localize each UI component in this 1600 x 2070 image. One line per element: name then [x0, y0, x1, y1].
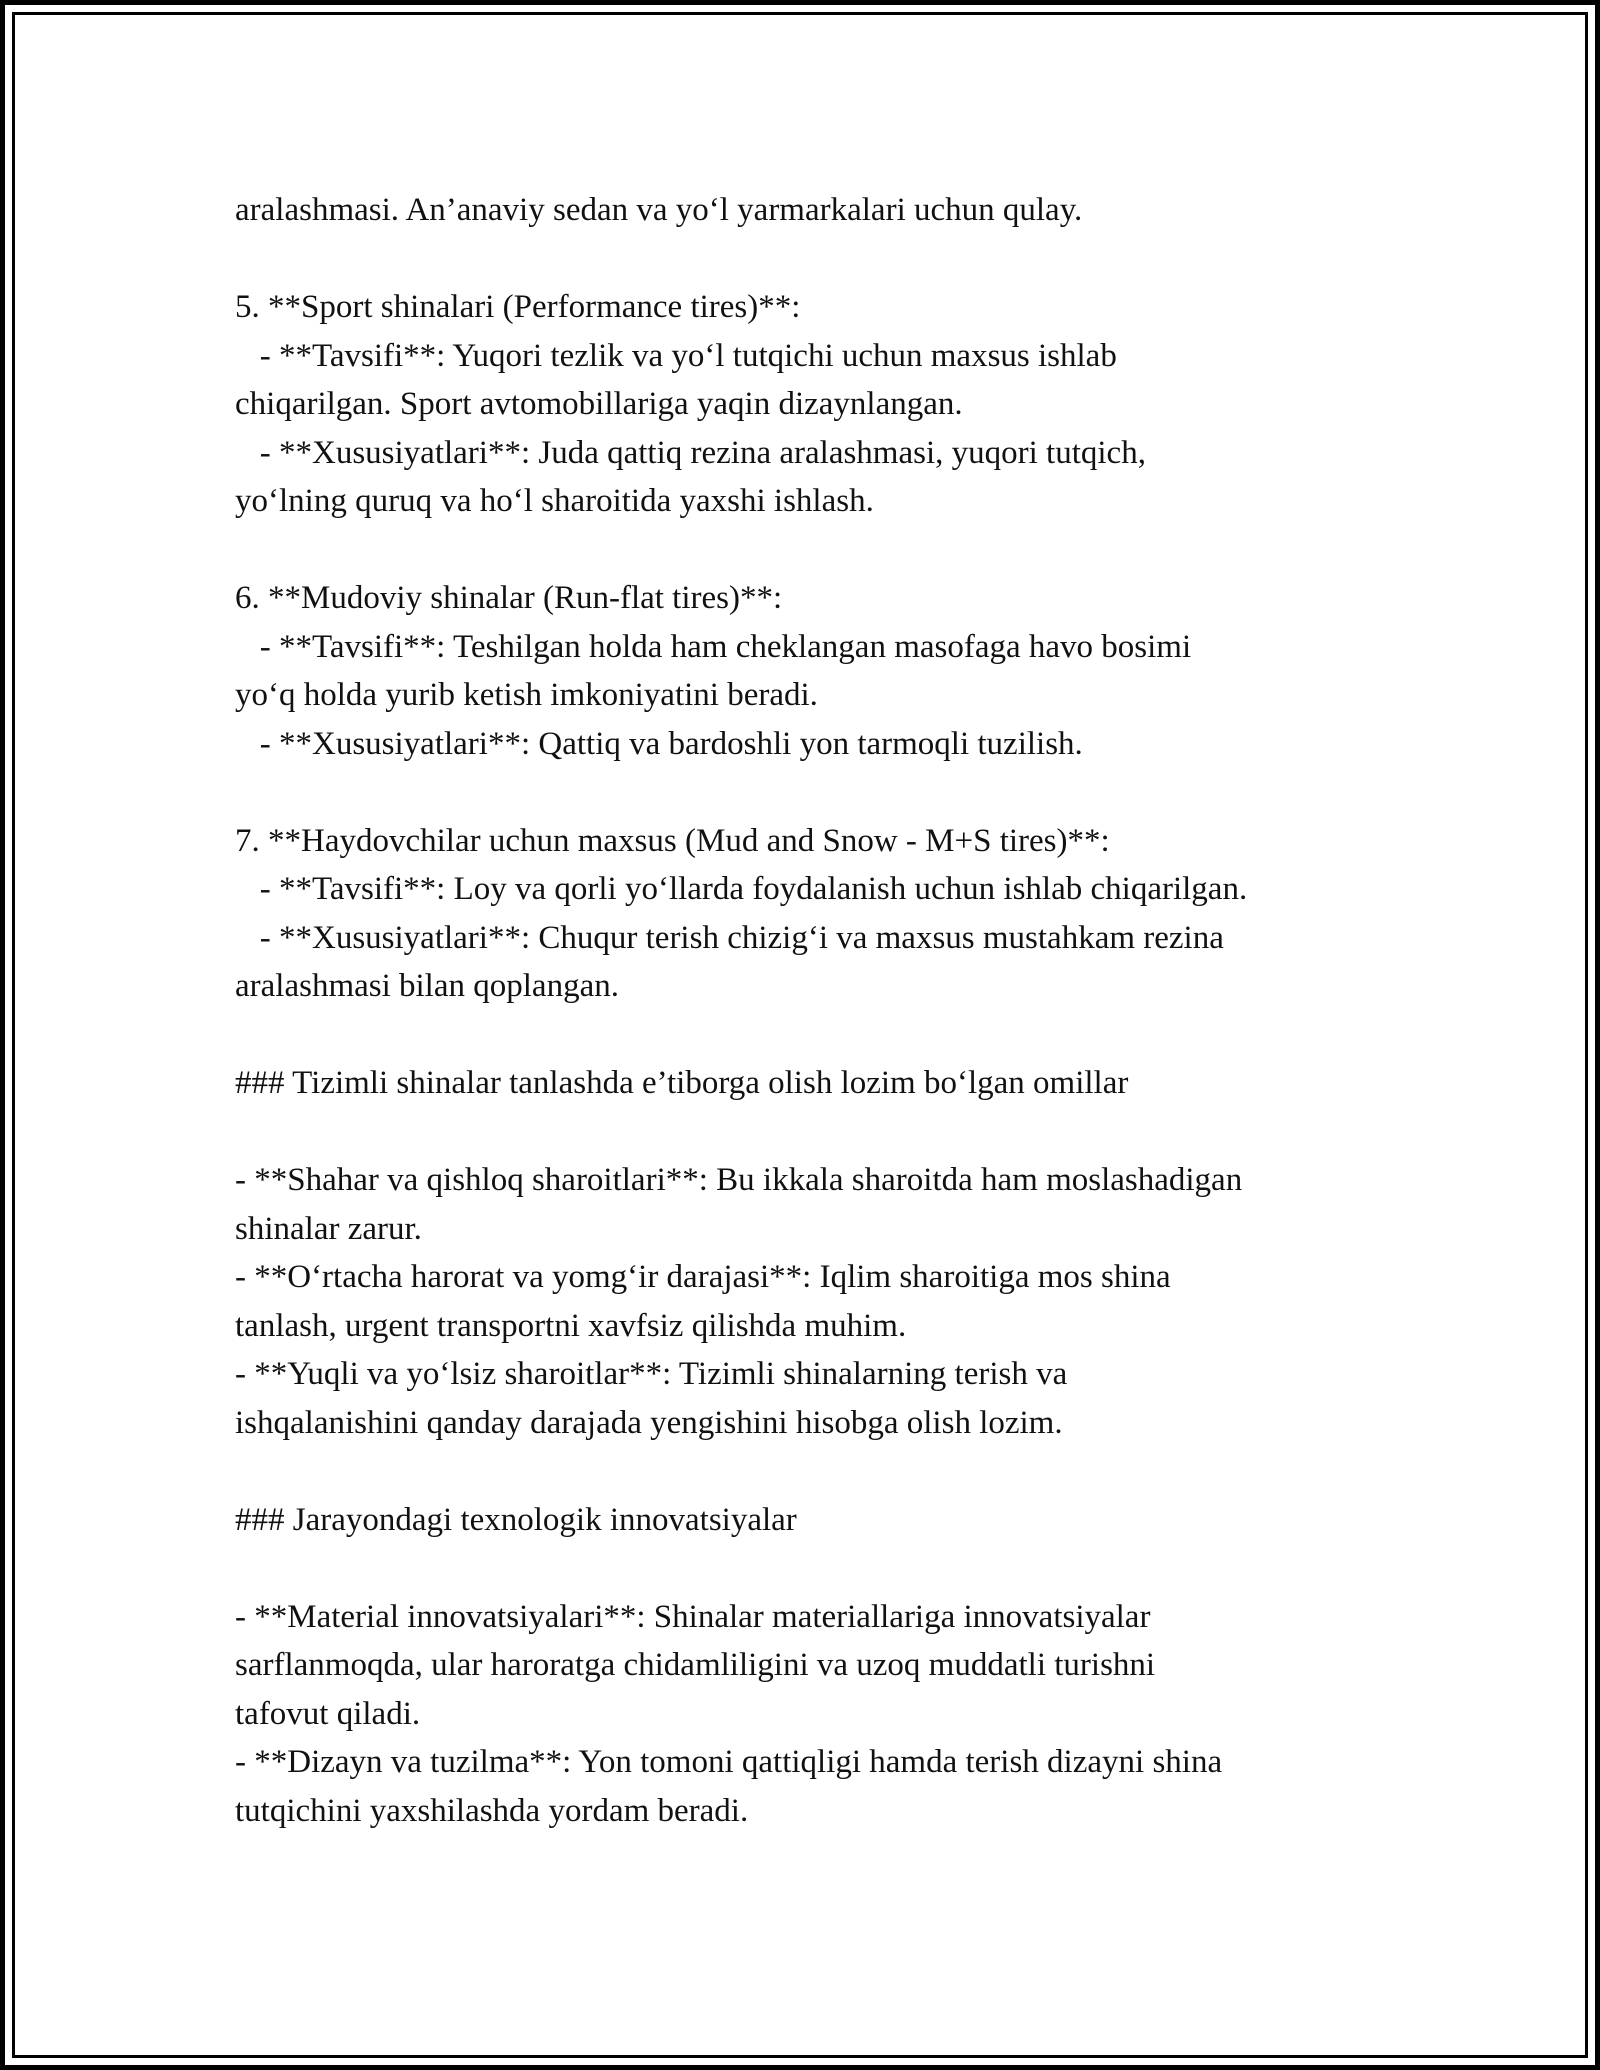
- text-line: - **Dizayn va tuzilma**: Yon tomoni qattiqligi hamda terish dizayni shina: [235, 1744, 1223, 1780]
- text-line: ishqalanishini qanday darajada yengishini hisobga olish lozim.: [235, 1404, 1063, 1441]
- text-line: aralashmasi. An’anaviy sedan va yo‘l yarmarkalari uchun qulay.: [235, 192, 1083, 228]
- text-line: - **Xususiyatlari**: Qattiq va bardoshli yon tarmoqli tuzilish.: [235, 725, 1083, 762]
- blank-line: [235, 1108, 1395, 1157]
- text-line: - **Xususiyatlari**: Juda qattiq rezina aralashmasi, yuqori tutqich,: [235, 434, 1146, 471]
- text-line: tutqichini yaxshilashda yordam beradi.: [235, 1792, 749, 1829]
- text-line: - **Tavsifi**: Yuqori tezlik va yo‘l tutqichi uchun maxsus ishlab: [235, 337, 1117, 374]
- text-line: aralashmasi bilan qoplangan.: [235, 968, 619, 1004]
- text-line: - **Xususiyatlari**: Chuqur terish chizig‘i va maxsus mustahkam rezina: [235, 919, 1224, 956]
- blank-line: [235, 526, 1395, 575]
- text-line: yo‘lning quruq va ho‘l sharoitida yaxshi ishlash.: [235, 483, 874, 519]
- section-heading-innovations: ### Jarayondagi texnologik innovatsiyalar: [235, 1501, 797, 1538]
- blank-line: [235, 1544, 1395, 1593]
- section-heading-selection-factors: ### Tizimli shinalar tanlashda e’tiborga olish lozim bo‘lgan omillar: [235, 1065, 1129, 1101]
- text-line: - **O‘rtacha harorat va yomg‘ir darajasi**: Iqlim sharoitiga mos shina: [235, 1259, 1171, 1295]
- text-line: - **Material innovatsiyalari**: Shinalar materiallariga innovatsiyalar: [235, 1598, 1151, 1635]
- list-heading-run-flat-tires: 6. **Mudoviy shinalar (Run-flat tires)**:: [235, 580, 783, 616]
- blank-line: [235, 768, 1395, 817]
- blank-line: [235, 1011, 1395, 1060]
- blank-line: [235, 235, 1395, 284]
- text-line: - **Tavsifi**: Loy va qorli yo‘llarda foydalanish uchun ishlab chiqarilgan.: [235, 871, 1248, 907]
- list-heading-sport-tires: 5. **Sport shinalari (Performance tires)**:: [235, 289, 801, 325]
- document-body: [235, 186, 1395, 1835]
- text-line: tafovut qiladi.: [235, 1695, 421, 1732]
- text-line: - **Yuqli va yo‘lsiz sharoitlar**: Tizimli shinalarning terish va: [235, 1356, 1068, 1392]
- text-line: chiqarilgan. Sport avtomobillariga yaqin dizaynlangan.: [235, 386, 963, 422]
- blank-line: [235, 1447, 1395, 1496]
- text-line: tanlash, urgent transportni xavfsiz qilishda muhim.: [235, 1307, 907, 1344]
- text-line: - **Shahar va qishloq sharoitlari**: Bu ikkala sharoitda ham moslashadigan: [235, 1162, 1243, 1198]
- list-heading-mud-snow-tires: 7. **Haydovchilar uchun maxsus (Mud and Snow - M+S tires)**:: [235, 822, 1110, 859]
- text-line: - **Tavsifi**: Teshilgan holda ham cheklangan masofaga havo bosimi: [235, 628, 1192, 665]
- text-line: sarflanmoqda, ular haroratga chidamliligini va uzoq muddatli turishni: [235, 1647, 1156, 1683]
- text-line: shinalar zarur.: [235, 1210, 422, 1247]
- text-line: yo‘q holda yurib ketish imkoniyatini beradi.: [235, 677, 818, 713]
